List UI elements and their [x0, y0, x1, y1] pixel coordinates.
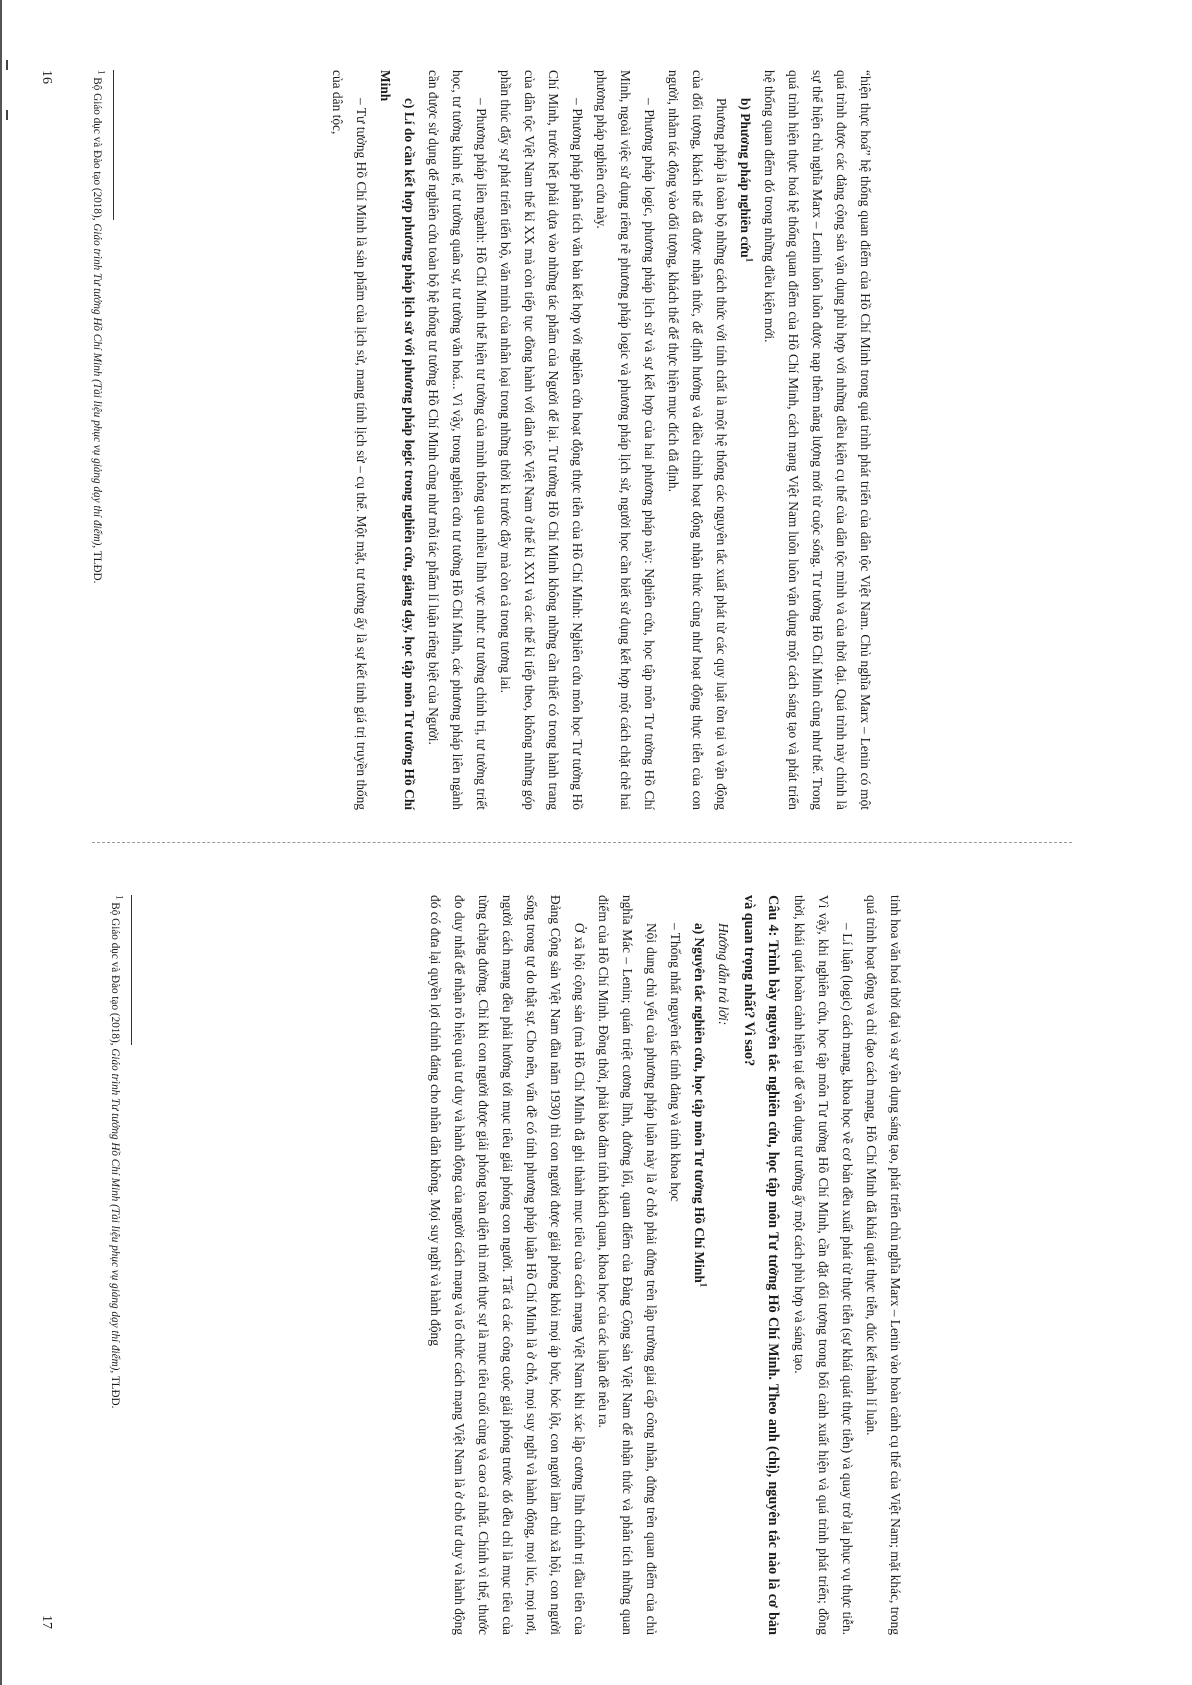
heading-text: b) Phương pháp nghiên cứu — [738, 98, 753, 258]
footnote-source: Bộ Giáo dục và Đào tạo (2018), — [109, 902, 121, 1049]
footnote-mark: 1 — [96, 70, 107, 75]
section-heading-b — [733, 70, 757, 810]
footnote — [88, 70, 106, 810]
paragraph: “hiện thực hoá” hệ thống quan điểm của Hồ Chí Minh trong quá trình phát triển của dân tộc Việt Nam. Chủ nghĩa Marx – Lenin có một quá trình được các đảng cộng sản vận dụng phù hợp với những điều kiện cụ thể của dân tộc mình và của thời đại. Quá trình này chính là sự thể hiện chủ nghĩa Marx – Lenin luôn luôn được nạp thêm năng lượng mới từ cuộc sống. Tư tưởng Hồ Chí Minh cũng như thế. Trong quá trình hiện thực hoá hệ thống quan điểm của Hồ Chí Minh, cách mạng Việt Nam luôn luôn vận dụng một cách sáng tạo và phát triển hệ thống quan điểm đó trong những điều kiện mới. — [762, 70, 873, 810]
footnote-title: Giáo trình Tư tưởng Hồ Chí Minh (Tài liệu phục vụ giảng dạy thí điểm) — [91, 223, 103, 546]
page-number: 16 — [39, 70, 54, 84]
paragraph: Nội dung chủ yếu của phương pháp luận này là ở chỗ phải đứng trên lập trường giai cấp công nhân, đứng trên quan điểm của chủ nghĩa Mác – Lenin; quán triệt cương lĩnh, đường lối, quan điểm của Đảng Cộng sản Việt Nam để nhận thức và phân tích những quan điểm của Hồ Chí Minh. Đồng thời, phải bảo đảm tính khách quan, khoa học của các luận đề nêu ra. — [596, 895, 659, 1635]
footnote-mark: 1 — [114, 895, 125, 900]
paragraph: – Thống nhất nguyên tắc tính đảng và tính khoa học — [668, 923, 683, 1202]
section-heading-a — [687, 895, 711, 1635]
footnote-title: Giáo trình Tư tưởng Hồ Chí Minh (Tài liệu phục vụ giảng dạy thí điểm) — [109, 1048, 121, 1371]
scan-mark — [6, 60, 8, 70]
page-16-body — [325, 70, 877, 810]
footnote — [106, 895, 124, 1635]
paragraph: Phương pháp là toàn bộ những cách thức với tính chất là một hệ thống các nguyên tắc xuất phát từ các quy luật tồn tại và vận động của đối tượng, khách thể đã được nhận thức, để định hướng và điều chỉnh hoạt động nhận thức cũng như hoạt động thực tiễn của con người, nhằm tác động vào đối tượng, khách thể để thực hiện mục đích đã định. — [666, 70, 729, 810]
answer-guide-label: Hướng dẫn trả lời: — [716, 923, 731, 1026]
paragraph: – Phương pháp phân tích văn bản kết hợp với nghiên cứu hoạt động thực tiễn của Hồ Chí Minh: Nghiên cứu môn học Tư tưởng Hồ Chí Minh, trước hết phải dựa vào những tác phẩm của Người để lại. Tư tưởng Hồ Chí Minh không những cần thiết có trong hành trang của dân tộc Việt Nam thế kỉ XX mà còn tiếp tục đồng hành với dân tộc Việt Nam ở thế kỉ XXI và các thế kỉ tiếp theo, không những góp phần thúc đẩy sự phát triển tiến bộ, văn minh của nhân loại trong những thời kì trước đây mà còn cả trong tương lai. — [498, 70, 585, 810]
page-number: 17 — [39, 1615, 54, 1629]
paragraph: – Tư tưởng Hồ Chí Minh là sản phẩm của lịch sử, mang tính lịch sử – cụ thể. Một mặt, tư tưởng ấy là sự kết tinh giá trị truyền thống của dân tộc, — [330, 70, 369, 810]
paragraph: – Phương pháp logic, phương pháp lịch sử và sự kết hợp của hai phương pháp này: Nghiên cứu, học tập môn Tư tưởng Hồ Chí Minh, ngoài việc sử dụng riêng rẽ phương pháp logic và phương pháp lịch sử, người học cần biết sử dụng kết hợp một cách chặt chẽ hai phương pháp nghiên cứu này. — [594, 70, 657, 810]
heading-text: a) Nguyên tắc nghiên cứu, học tập môn Tư tưởng Hồ Chí Minh — [692, 923, 707, 1283]
page-16 — [0, 30, 1192, 850]
paragraph: – Phương pháp liên ngành: Hồ Chí Minh thể hiện tư tưởng của mình thông qua nhiều lĩnh vực như: tư tưởng chính trị, tư tưởng triết học, tư tưởng kinh tế, tư tưởng quân sự, tư tưởng văn hoá... Vì vậy, trong nghiên cứu tư tưởng Hồ Chí Minh, các phương pháp liên ngành cần được sử dụng để nghiên cứu toàn bộ hệ thống tư tưởng Hồ Chí Minh cũng như mỗi tác phẩm lí luận riêng biệt của Người. — [426, 70, 489, 810]
footnote-ref: 1 — [744, 257, 755, 263]
footnote-rule — [113, 70, 114, 220]
paragraph: Ở xã hội cộng sản (mà Hồ Chí Minh đã ghi thành mục tiêu của cách mạng Việt Nam khi xác lập cương lĩnh chính trị đầu tiên của Đảng Cộng sản Việt Nam đầu năm 1930) thì con người được giải phóng khỏi mọi áp bức, bóc lột, con người làm chủ xã hội, con người sống trong tự do thật sự. Cho nên, vấn đề có tính phương pháp luận Hồ Chí Minh là ở chỗ, mọi suy nghĩ và hành động, mọi lúc, mọi nơi, người cách mạng đều phải hướng tới mục tiêu giải phóng con người. Tất cả các công cuộc giải phóng trước đó đều chỉ là mục tiêu của từng chặng đường. Chỉ khi con người được giải phóng toàn diện thì mới thực sự là mục tiêu cuối cùng và cao cả nhất. Chính vì thế, thước đo duy nhất để nhận rõ hiệu quả tư duy và hành động của người cách mạng và tổ chức cách mạng Việt Nam là ở chỗ tư duy và hành động đó có đưa lại quyền lợi chính đáng cho nhân dân không. Mọi suy nghĩ và hành động — [428, 895, 587, 1635]
section-heading-c: c) Lí do cần kết hợp phương pháp lịch sử với phương pháp logic trong nghiên cứu, giảng dạy, học tập môn Tư tưởng Hồ Chí Minh — [378, 70, 417, 810]
footnote-end: , TLĐD. — [91, 545, 103, 584]
scan-border — [0, 0, 2, 1685]
footnote-rule — [131, 895, 132, 1045]
footnote-ref: 1 — [698, 1282, 709, 1288]
footnote-end: , TLĐD. — [109, 1370, 121, 1409]
page-17 — [0, 855, 1192, 1675]
page-17-body — [423, 895, 907, 1635]
footnote-source: Bộ Giáo dục và Đào tạo (2018), — [91, 77, 103, 224]
question-heading: Câu 4: Trình bày nguyên tắc nghiên cứu, học tập môn Tư tưởng Hồ Chí Minh. Theo anh (chị), nguyên tắc nào là cơ bản và quan trọng nhất? Vì sao? — [741, 895, 781, 1635]
page-gutter — [92, 842, 1072, 845]
paragraph: tinh hoa văn hoá thời đại và sự vận dụng sáng tạo, phát triển chủ nghĩa Marx – Lenin vào hoàn cảnh cụ thể của Việt Nam; mặt khác, trong quá trình hoạt động và chỉ đạo cách mạng, Hồ Chí Minh đã khái quát thực tiễn, đúc kết thành lí luận. — [864, 895, 903, 1635]
paragraph: – Lí luận (logic) cách mạng, khoa học về cơ bản đều xuất phát từ thực tiễn (sự khái quát thực tiễn) và quay trở lại phục vụ thực tiễn. Vì vậy, khi nghiên cứu, học tập môn Tư tưởng Hồ Chí Minh, cần đặt đối tượng trong bối cảnh xuất hiện và quá trình phát triển; đồng thời, khái quát hoàn cảnh hiện tại để vận dụng tư tưởng ấy một cách phù hợp và sáng tạo. — [792, 895, 855, 1635]
scan-mark — [6, 110, 8, 120]
